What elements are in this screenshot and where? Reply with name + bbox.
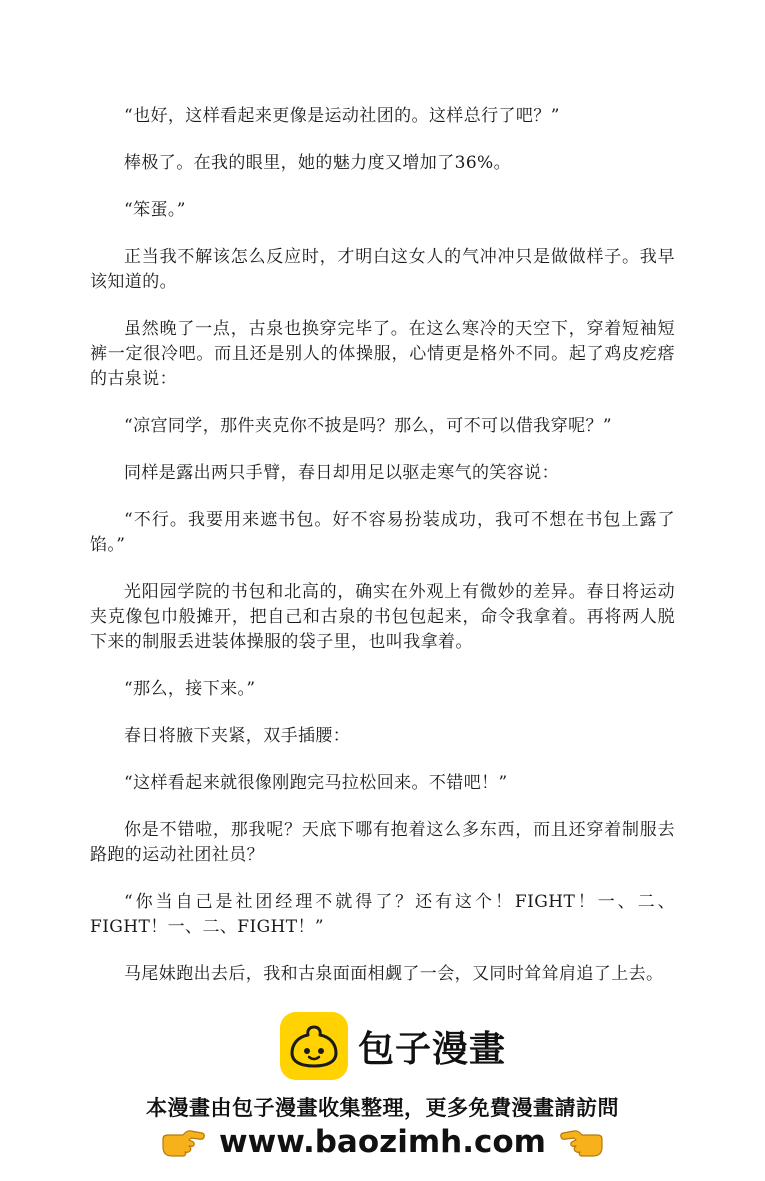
paragraph-10: “那么，接下来。” xyxy=(124,679,256,699)
paragraph-8: “不行。我要用来遮书包。好不容易扮装成功，我可不想在书包上露了馅。” xyxy=(90,510,675,555)
bun-face-icon xyxy=(280,1012,348,1080)
paragraph-2: 棒极了。在我的眼里，她的魅力度又增加了36%。 xyxy=(124,153,511,173)
paragraph-5: 虽然晚了一点，古泉也换穿完毕了。在这么寒冷的天空下，穿着短袖短裤一定很冷吧。而且还是别人的体操服，心情更是格外不同。起了鸡皮疙瘩的古泉说： xyxy=(90,319,675,389)
paragraph-11: 春日将腋下夹紧，双手插腰： xyxy=(124,726,351,746)
paragraph-4: 正当我不解该怎么反应时，才明白这女人的气冲冲只是做做样子。我早该知道的。 xyxy=(90,247,675,292)
site-url: www.baozimh.com xyxy=(219,1124,546,1160)
paragraph-7: 同样是露出两只手臂，春日却用足以驱走寒气的笑容说： xyxy=(124,463,559,483)
watermark-banner xyxy=(0,1010,765,1181)
paragraph-3: “笨蛋。” xyxy=(124,200,186,220)
paragraph-12: “这样看起来就很像刚跑完马拉松回来。不错吧！” xyxy=(124,773,508,793)
pointing-hand-icon xyxy=(161,1127,205,1157)
promo-text: 本漫畫由包子漫畫收集整理，更多免費漫畫請訪問 xyxy=(146,1096,619,1120)
paragraph-9: 光阳园学院的书包和北高的，确实在外观上有微妙的差异。春日将运动夹克像包巾般摊开，把自己和古泉的书包包起来，命令我拿着。再将两人脱下来的制服丢进装体操服的袋子里，也叫我拿着。 xyxy=(90,582,675,652)
brand-lockup xyxy=(280,1012,506,1080)
pointing-hand-icon xyxy=(560,1127,604,1157)
paragraph-15: 马尾妹跑出去后，我和古泉面面相觑了一会，又同时耸耸肩追了上去。 xyxy=(124,964,664,984)
url-row xyxy=(0,1120,765,1164)
paragraph-13: 你是不错啦，那我呢？天底下哪有抱着这么多东西，而且还穿着制服去路跑的运动社团社员？ xyxy=(90,820,675,865)
paragraph-14: “你当自己是社团经理不就得了？还有这个！FIGHT！一、二、FIGHT！一、二、FIGHT！” xyxy=(90,892,675,937)
paragraph-1: “也好，这样看起来更像是运动社团的。这样总行了吧？” xyxy=(124,106,560,126)
chapter-text xyxy=(90,104,675,1009)
brand-name: 包子漫畫 xyxy=(358,1028,507,1070)
paragraph-6: “凉宫同学，那件夹克你不披是吗？那么，可不可以借我穿呢？” xyxy=(124,416,612,436)
